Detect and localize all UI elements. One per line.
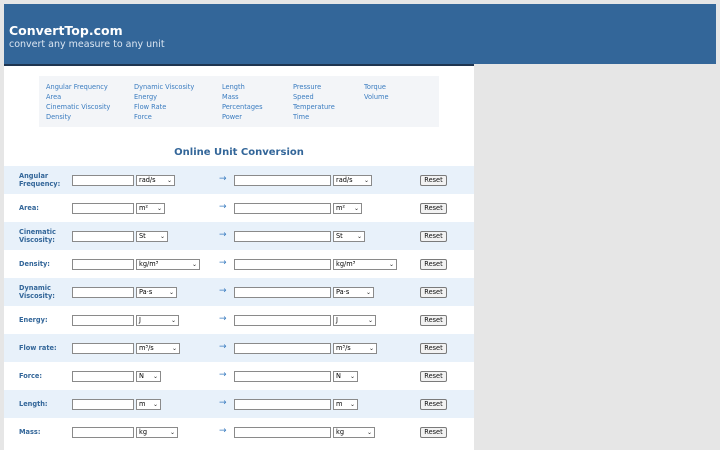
category-link[interactable]: Volume xyxy=(364,93,389,101)
to-value-input[interactable] xyxy=(234,315,331,326)
reset-button[interactable]: Reset xyxy=(420,231,447,242)
from-unit-select[interactable] xyxy=(136,259,200,270)
right-arrow-icon: → xyxy=(219,258,227,268)
chevron-down-icon: ⌄ xyxy=(363,177,369,184)
chevron-down-icon: ⌄ xyxy=(170,317,176,324)
to-unit-select[interactable] xyxy=(333,427,375,438)
category-link[interactable]: Speed xyxy=(293,93,314,101)
unit-select-value: J xyxy=(336,316,338,324)
reset-button[interactable]: Reset xyxy=(420,343,447,354)
chevron-down-icon: ⌄ xyxy=(353,205,359,212)
category-link[interactable]: Mass xyxy=(222,93,239,101)
category-link[interactable]: Time xyxy=(293,113,310,121)
chevron-down-icon: ⌄ xyxy=(168,289,174,296)
chevron-down-icon: ⌄ xyxy=(152,401,158,408)
category-link[interactable]: Pressure xyxy=(293,83,322,91)
unit-select-value: m xyxy=(139,400,146,408)
converter-row xyxy=(4,250,474,278)
from-unit-select[interactable] xyxy=(136,343,180,354)
unit-select-value: N xyxy=(336,372,341,380)
right-arrow-icon: → xyxy=(219,314,227,324)
chevron-down-icon: ⌄ xyxy=(156,205,162,212)
category-link[interactable]: Flow Rate xyxy=(134,103,167,111)
category-link[interactable]: Length xyxy=(222,83,245,91)
converter-row xyxy=(4,166,474,194)
unit-select-value: m² xyxy=(139,204,149,212)
category-link[interactable]: Angular Frequency xyxy=(46,83,108,91)
row-label-line: Flow rate: xyxy=(19,344,57,352)
right-arrow-icon: → xyxy=(219,230,227,240)
unit-select-value: kg xyxy=(139,428,148,436)
to-unit-select[interactable] xyxy=(333,231,365,242)
row-label xyxy=(19,344,57,352)
row-label-line: Viscosity: xyxy=(19,236,55,244)
from-value-input[interactable] xyxy=(72,427,134,438)
reset-button[interactable]: Reset xyxy=(420,371,447,382)
to-unit-select[interactable] xyxy=(333,259,397,270)
chevron-down-icon: ⌄ xyxy=(349,373,355,380)
right-arrow-icon: → xyxy=(219,342,227,352)
unit-select-value: J xyxy=(139,316,141,324)
to-unit-select[interactable] xyxy=(333,343,377,354)
from-value-input[interactable] xyxy=(72,203,134,214)
chevron-down-icon: ⌄ xyxy=(169,429,175,436)
row-label xyxy=(19,228,56,244)
to-unit-select[interactable] xyxy=(333,203,362,214)
from-value-input[interactable] xyxy=(72,343,134,354)
main-content xyxy=(4,66,474,450)
unit-select-value: kg xyxy=(336,428,345,436)
chevron-down-icon: ⌄ xyxy=(368,345,374,352)
unit-select-value: m³/s xyxy=(139,344,154,352)
from-value-input[interactable] xyxy=(72,287,134,298)
chevron-down-icon: ⌄ xyxy=(191,261,197,268)
chevron-down-icon: ⌄ xyxy=(349,401,355,408)
from-unit-select[interactable] xyxy=(136,371,161,382)
category-link[interactable]: Area xyxy=(46,93,62,101)
chevron-down-icon: ⌄ xyxy=(365,289,371,296)
unit-select-value: St xyxy=(336,232,343,240)
converter-row xyxy=(4,418,474,446)
chevron-down-icon: ⌄ xyxy=(152,373,158,380)
row-label xyxy=(19,260,50,268)
from-value-input[interactable] xyxy=(72,175,134,186)
to-value-input[interactable] xyxy=(234,343,331,354)
to-unit-select[interactable] xyxy=(333,175,372,186)
row-label-line: Viscosity: xyxy=(19,292,55,300)
to-unit-select[interactable] xyxy=(333,371,358,382)
row-label xyxy=(19,400,48,408)
to-unit-select[interactable] xyxy=(333,315,376,326)
converter-row xyxy=(4,306,474,334)
reset-button[interactable]: Reset xyxy=(420,203,447,214)
unit-select-value: Pa·s xyxy=(336,288,350,296)
right-arrow-icon: → xyxy=(219,202,227,212)
unit-select-value: rad/s xyxy=(336,176,353,184)
site-title[interactable]: ConvertTop.com xyxy=(9,23,123,38)
to-value-input[interactable] xyxy=(234,287,331,298)
category-link[interactable]: Energy xyxy=(134,93,158,101)
row-label-line: Density: xyxy=(19,260,50,268)
category-link[interactable]: Dynamic Viscosity xyxy=(134,83,195,91)
row-label-line: Area: xyxy=(19,204,39,212)
right-arrow-icon: → xyxy=(219,398,227,408)
unit-select-value: m xyxy=(336,400,343,408)
chevron-down-icon: ⌄ xyxy=(356,233,362,240)
chevron-down-icon: ⌄ xyxy=(166,177,172,184)
chevron-down-icon: ⌄ xyxy=(388,261,394,268)
to-value-input[interactable] xyxy=(234,427,331,438)
from-value-input[interactable] xyxy=(72,315,134,326)
chevron-down-icon: ⌄ xyxy=(367,317,373,324)
from-unit-select[interactable] xyxy=(136,175,175,186)
from-unit-select[interactable] xyxy=(136,315,179,326)
to-value-input[interactable] xyxy=(234,399,331,410)
row-label xyxy=(19,316,48,324)
site-header xyxy=(4,4,716,64)
to-unit-select[interactable] xyxy=(333,287,374,298)
row-label xyxy=(19,172,60,188)
unit-select-value: rad/s xyxy=(139,176,156,184)
reset-button[interactable]: Reset xyxy=(420,399,447,410)
site-tagline: convert any measure to any unit xyxy=(9,39,165,50)
reset-button[interactable]: Reset xyxy=(420,315,447,326)
from-unit-select[interactable] xyxy=(136,231,168,242)
unit-select-value: N xyxy=(139,372,144,380)
chevron-down-icon: ⌄ xyxy=(159,233,165,240)
converter-row xyxy=(4,194,474,222)
to-unit-select[interactable] xyxy=(333,399,358,410)
to-value-input[interactable] xyxy=(234,175,331,186)
unit-select-value: St xyxy=(139,232,146,240)
right-arrow-icon: → xyxy=(219,286,227,296)
unit-select-value: m³/s xyxy=(336,344,351,352)
row-label-line: Energy: xyxy=(19,316,48,324)
row-label xyxy=(19,204,39,212)
row-label-line: Dynamic xyxy=(19,284,51,292)
to-value-input[interactable] xyxy=(234,203,331,214)
right-arrow-icon: → xyxy=(219,174,227,184)
to-value-input[interactable] xyxy=(234,371,331,382)
row-label-line: Force: xyxy=(19,372,43,380)
converter-row xyxy=(4,334,474,362)
category-link[interactable]: Power xyxy=(222,113,242,121)
reset-button[interactable]: Reset xyxy=(420,175,447,186)
category-link[interactable]: Temperature xyxy=(293,103,335,111)
from-value-input[interactable] xyxy=(72,231,134,242)
row-label-line: Mass: xyxy=(19,428,41,436)
reset-button[interactable]: Reset xyxy=(420,259,447,270)
converter-row xyxy=(4,362,474,390)
reset-button[interactable]: Reset xyxy=(420,287,447,298)
category-link[interactable]: Density xyxy=(46,113,72,121)
unit-select-value: m² xyxy=(336,204,346,212)
category-navigation xyxy=(39,76,439,127)
from-value-input[interactable] xyxy=(72,259,134,270)
page-frame xyxy=(4,4,716,450)
to-value-input[interactable] xyxy=(234,259,331,270)
from-unit-select[interactable] xyxy=(136,427,178,438)
section-title: Online Unit Conversion xyxy=(174,147,304,158)
from-unit-select[interactable] xyxy=(136,399,161,410)
converter-row xyxy=(4,390,474,418)
converter-row xyxy=(4,278,474,306)
to-value-input[interactable] xyxy=(234,231,331,242)
chevron-down-icon: ⌄ xyxy=(366,429,372,436)
from-value-input[interactable] xyxy=(72,371,134,382)
row-label xyxy=(19,428,41,436)
unit-select-value: kg/m³ xyxy=(336,260,356,268)
converter-row xyxy=(4,222,474,250)
reset-button[interactable]: Reset xyxy=(420,427,447,438)
unit-select-value: kg/m³ xyxy=(139,260,159,268)
right-background xyxy=(474,64,716,450)
row-label xyxy=(19,372,42,380)
category-link[interactable]: Force xyxy=(134,113,152,121)
unit-select-value: Pa·s xyxy=(139,288,153,296)
category-link[interactable]: Cinematic Viscosity xyxy=(46,103,111,111)
row-label-line: Cinematic xyxy=(19,228,56,236)
row-label xyxy=(19,284,55,300)
row-label-line: Frequency: xyxy=(19,180,61,188)
chevron-down-icon: ⌄ xyxy=(171,345,177,352)
right-arrow-icon: → xyxy=(219,370,227,380)
from-value-input[interactable] xyxy=(72,399,134,410)
from-unit-select[interactable] xyxy=(136,287,177,298)
category-link[interactable]: Torque xyxy=(364,83,386,91)
row-label-line: Length: xyxy=(19,400,48,408)
category-link[interactable]: Percentages xyxy=(222,103,263,111)
right-arrow-icon: → xyxy=(219,426,227,436)
row-label-line: Angular xyxy=(19,172,49,180)
from-unit-select[interactable] xyxy=(136,203,165,214)
